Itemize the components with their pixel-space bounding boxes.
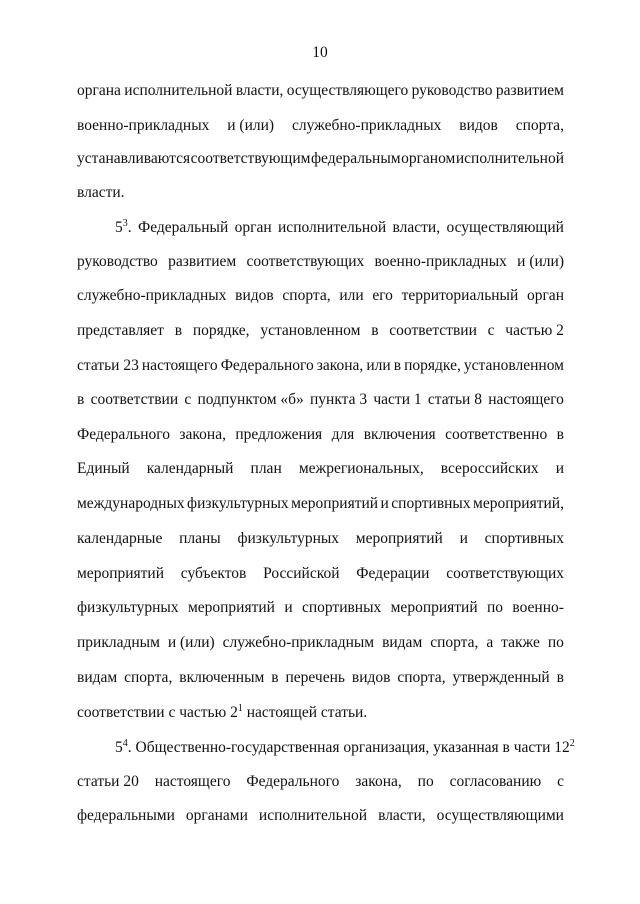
word: по	[417, 773, 434, 790]
word: видам	[382, 634, 423, 651]
word: согласованию	[449, 773, 542, 790]
text-run: настоящей статьи.	[242, 704, 368, 721]
word: перечень	[285, 669, 345, 686]
text-line	[77, 116, 564, 136]
word: Федерального	[246, 773, 340, 790]
superscript: 4	[122, 738, 128, 749]
word: соответствии	[389, 322, 477, 339]
word: осуществляющими	[436, 807, 564, 824]
word: статьи 20	[77, 773, 139, 790]
word: соответственно	[445, 426, 548, 443]
paragraph-number: 5	[115, 739, 123, 756]
word: с	[487, 322, 495, 339]
word: видам	[77, 669, 118, 686]
text-line	[77, 459, 564, 479]
word: утвержденный	[452, 669, 550, 686]
word: мероприятий	[291, 495, 379, 512]
word: исполнительной	[455, 150, 564, 167]
word: включенным	[179, 669, 265, 686]
word: всероссийских	[440, 460, 539, 477]
word: исполнительной	[124, 82, 233, 99]
word: для	[331, 426, 355, 443]
word: закона,	[179, 426, 226, 443]
word: спортивных	[391, 495, 471, 512]
word: спорта,	[397, 669, 446, 686]
word: статьи 8	[427, 391, 482, 408]
word: военно-	[512, 599, 564, 616]
word: закона,	[316, 357, 364, 374]
word: федеральными	[77, 807, 175, 824]
word: включения	[363, 426, 436, 443]
word: установленном	[463, 357, 564, 374]
text-run: . Общественно-государственная организация, указанная в части 12	[127, 739, 570, 756]
word: физкультурных	[237, 530, 340, 547]
word: Федерального	[220, 357, 314, 374]
word: военно-прикладных	[77, 117, 210, 134]
word: спорта,	[282, 287, 331, 304]
word: подпунктом «б»	[197, 391, 304, 408]
word: с	[557, 773, 564, 790]
word: физкультурных	[187, 495, 289, 512]
word: осуществляющий	[446, 219, 564, 236]
word: план	[250, 460, 282, 477]
text-line	[77, 390, 564, 410]
word: соответствующих	[246, 253, 365, 270]
word: и	[459, 530, 468, 547]
text-line	[77, 529, 564, 549]
word: орган	[234, 219, 272, 236]
word: а	[486, 634, 494, 651]
word: и	[555, 460, 564, 477]
superscript: 3	[122, 218, 128, 229]
word: мероприятий	[77, 565, 165, 582]
word: исполнительной	[258, 807, 368, 824]
text-line	[77, 806, 564, 826]
word: частью 2	[505, 322, 564, 339]
word: мероприятий,	[473, 495, 564, 512]
word: осуществляющего	[286, 82, 409, 99]
text-line	[77, 668, 564, 688]
word: международных	[77, 495, 185, 512]
word: видов	[459, 117, 498, 134]
word: межрегиональных,	[298, 460, 424, 477]
word: спорта,	[515, 117, 564, 134]
superscript: 1	[237, 703, 243, 714]
word: его	[372, 287, 393, 304]
word: с	[184, 391, 192, 408]
word: власти,	[378, 807, 426, 824]
page-number: 10	[312, 44, 328, 61]
word: устанавливаются	[77, 150, 191, 167]
word: Российской	[263, 565, 340, 582]
word: в	[371, 322, 379, 339]
word: и	[380, 495, 389, 512]
word: спортивных	[301, 599, 382, 616]
text-line	[77, 149, 564, 169]
superscript: 2	[569, 738, 575, 749]
word: в	[271, 669, 279, 686]
word: территориальный	[401, 287, 519, 304]
text-line	[77, 633, 564, 653]
word: соответствии	[90, 391, 179, 408]
word: мероприятий	[187, 599, 275, 616]
word: прикладным	[77, 634, 160, 651]
word: пункта 3	[310, 391, 368, 408]
text-line	[77, 286, 564, 306]
word: и (или)	[517, 253, 564, 270]
word: календарный	[146, 460, 234, 477]
word: развитием	[168, 253, 237, 270]
word: планы	[179, 530, 221, 547]
word: видов	[235, 287, 274, 304]
word: установленном	[260, 322, 361, 339]
word: порядке,	[192, 322, 250, 339]
word: служебно-прикладным	[222, 634, 375, 651]
word: спорта,	[124, 669, 173, 686]
word: орган	[526, 287, 564, 304]
word: также	[501, 634, 540, 651]
word: спорта,	[430, 634, 479, 651]
paragraph-start-line	[115, 218, 564, 238]
word: спортивных	[484, 530, 564, 547]
word: в	[556, 669, 564, 686]
word: мероприятий	[390, 599, 478, 616]
word: Федеральный	[137, 219, 229, 236]
word: части 1	[373, 391, 422, 408]
word: органом	[401, 150, 456, 167]
word: в	[77, 391, 85, 408]
word: закона,	[355, 773, 402, 790]
word: власти,	[235, 82, 284, 99]
text-line	[77, 772, 564, 792]
word: соответствующих	[446, 565, 564, 582]
text-line	[77, 252, 564, 272]
word: власти,	[392, 219, 441, 236]
word: настоящего	[141, 357, 218, 374]
word: предложения	[235, 426, 323, 443]
text-line	[77, 494, 564, 514]
text-line	[77, 81, 564, 101]
word: Федерации	[356, 565, 430, 582]
word: статьи 23	[77, 357, 139, 374]
word: развитием	[495, 82, 564, 99]
word: Единый	[77, 460, 130, 477]
word: и	[284, 599, 293, 616]
word: Федерального	[77, 426, 171, 443]
word: порядке,	[404, 357, 461, 374]
word: служебно-прикладных	[77, 287, 227, 304]
word: руководство	[411, 82, 493, 99]
word: органа	[77, 82, 121, 99]
word: власти.	[77, 184, 125, 201]
word: настоящего	[488, 391, 564, 408]
text-line	[77, 598, 564, 618]
word: физкультурных	[77, 599, 179, 616]
word: соответствующим	[190, 150, 311, 167]
word: служебно-прикладных	[291, 117, 442, 134]
word: федеральным	[310, 150, 401, 167]
word: по	[547, 634, 564, 651]
word: субъектов	[180, 565, 247, 582]
text-line	[77, 321, 564, 341]
word: в	[556, 426, 564, 443]
word: видов	[351, 669, 391, 686]
word: настоящего	[154, 773, 231, 790]
word: исполнительной	[278, 219, 387, 236]
word: календарные	[77, 530, 163, 547]
text-line	[77, 703, 564, 723]
paragraph-number: $5^3$.	[115, 218, 132, 236]
paragraph-start-line	[115, 738, 575, 758]
text-line	[77, 183, 564, 203]
text-line	[77, 356, 564, 376]
word: в	[393, 357, 402, 374]
word: и (или)	[227, 117, 275, 134]
word: органами	[185, 807, 248, 824]
word: военно-прикладных	[374, 253, 507, 270]
word: руководство	[77, 253, 158, 270]
word: или	[366, 357, 391, 374]
word: мероприятий	[355, 530, 443, 547]
text-line	[77, 425, 564, 445]
word: и (или)	[167, 634, 215, 651]
word: представляет	[77, 322, 164, 339]
text-line	[77, 564, 564, 584]
word: в	[174, 322, 183, 339]
text-run: соответствии с частью 2	[77, 704, 238, 721]
word: по	[487, 599, 504, 616]
word: или	[339, 287, 364, 304]
